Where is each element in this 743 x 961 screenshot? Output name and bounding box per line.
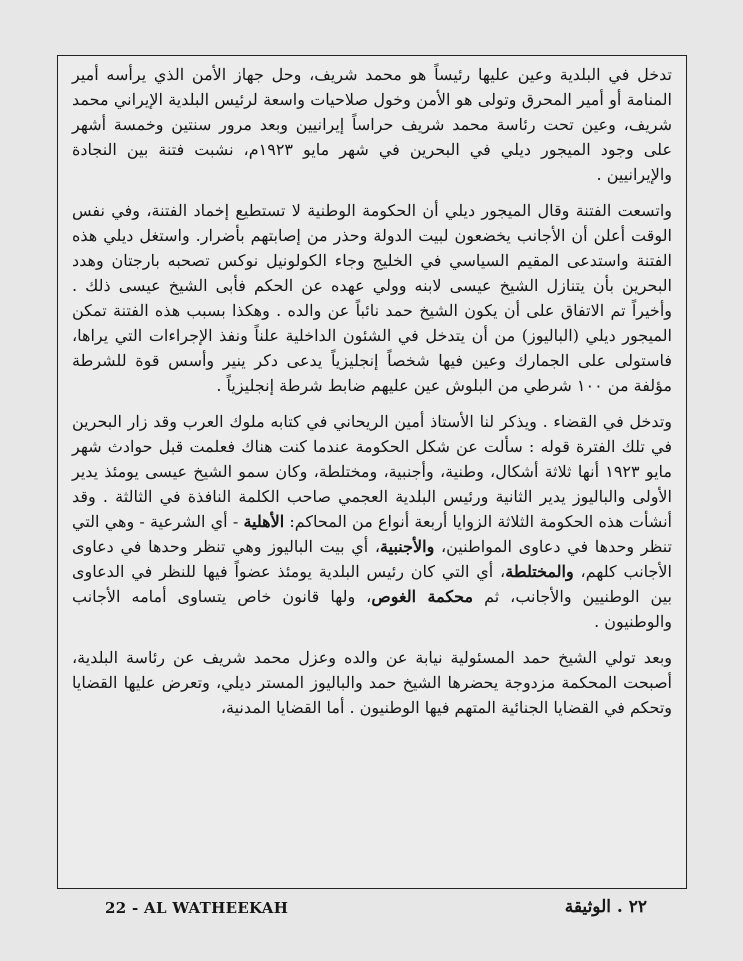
text-segment: - أي الشرعية - وهي التي تنظر وحدها في دعاوى المواطنين، [72,512,673,556]
body-paragraph [72,645,672,720]
bold-term: والأجنبية [380,537,435,556]
article-body [72,62,672,720]
footer-arabic-page-label: ٢٢ . الوثيقة [564,897,647,917]
text-segment: وبعد تولي الشيخ حمد المسئولية نيابة عن والده وعزل محمد شريف عن رئاسة البلدية، أصبحت المحكمة مزدوجة يحضرها الشيخ حمد والباليوز المستر ديلي، وتعرض عليها القضايا وتحكم في القضايا الجنائية المتهم فيها الوطنيون . أما القضايا المدنية، [72,648,673,717]
bold-term: والمختلطة [505,562,574,581]
text-segment: تدخل في البلدية وعين عليها رئيساً هو محمد شريف، وحل جهاز الأمن الذي يرأسه أمير المنامة أو أمير المحرق وتولى هو الأمن وخول صلاحيات واسعة لرئيس البلدية الإيراني محمد شريف، وعين تحت رئاسة محمد شريف حراساً إيرانيين وبعد مرور سنتين وخمسة أشهر على وجود الميجور ديلي في البحرين في شهر مايو ١٩٢٣م، نشبت فتنة بين النجادة والإيرانيين . [72,65,672,184]
page-footer [57,896,687,926]
text-segment: ، ولها قانون خاص يتساوى أمامه الأجانب والوطنيون . [72,587,672,631]
text-segment: واتسعت الفتنة وقال الميجور ديلي أن الحكومة الوطنية لا تستطيع إخماد الفتنة، وفي نفس الوقت أعلن أن الأجانب يخضعون لبيت الدولة وحذر من إصابتهم بأضرار. واستغل ديلي هذه الفتنة واستدعى المقيم السياسي في الخليج وجاء الكولونيل نوكس تصحبه بارجتان وهدد البحرين بأن يتنازل الشيخ عيسى لابنه وولي عهده عن الحكم فأبى الشيخ عيسى ذلك . وأخيراً تم الاتفاق على أن يكون الشيخ حمد نائباً عن والده . وهكذا بسبب هذه الفتنة تمكن الميجور ديلي (الباليوز) من أن يتدخل في الشئون الداخلية علناً ونفذ الإجراءات التي يراها، فاستولى على الجمارك وعين فيها شخصاً إنجليزياً يدعى دكر ينير وأسس قوة للشرطة مؤلفة من ١٠٠ شرطي من البلوش عين عليهم ضابط شرطة إنجليزياً . [72,201,672,395]
text-segment: ، أي بيت الباليوز وهي تنظر وحدها في دعاوى الأجانب كلهم، [72,537,672,581]
bold-term: محكمة الغوص [371,587,474,606]
footer-english-page-label: 22 - AL WATHEEKAH [105,899,289,917]
body-paragraph [72,409,672,634]
body-paragraph [72,198,672,398]
body-paragraph [72,62,672,187]
text-segment: وتدخل في القضاء . ويذكر لنا الأستاذ أمين الريحاني في كتابه ملوك العرب وقد زار البحرين في تلك الفترة قوله : سألت عن شكل الحكومة عندما كنت هناك فعلمت قبل حوادث شهر مايو ١٩٢٣ أنها ثلاثة أشكال، وطنية، وأجنبية، ومختلطة، وكان سمو الشيخ عيسى يومئذ يدير الأولى والباليوز يدير الثانية ورئيس البلدية العجمي صاحب الكلمة النافذة في الثالثة . وقد أنشأت هذه الحكومة الثلاثة الزوايا أربعة أنواع من المحاكم: [72,412,673,531]
text-segment: ، أي التي كان رئيس البلدية يومئذ عضواً فيها للنظر في الدعاوى بين الوطنيين والأجانب، ثم [72,562,673,606]
bold-term: الأهلية [243,512,285,531]
